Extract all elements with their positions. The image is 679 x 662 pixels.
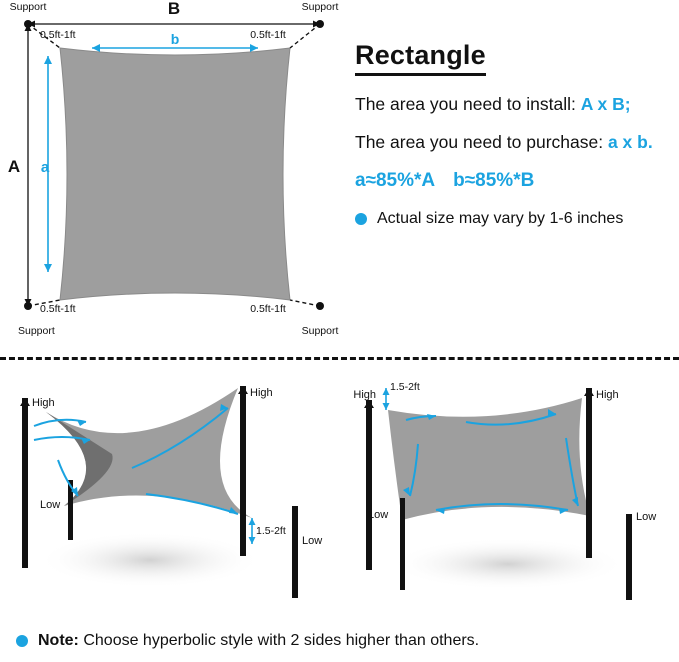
formula-a: a≈85%*A [355,169,436,191]
arrow-a-bottom [44,264,52,272]
post-cap-left [20,398,30,406]
shade-fabric [60,48,290,300]
note-bullet-dot-icon [16,635,28,647]
installation-styles [0,368,679,618]
variance-text: Actual size may vary by 1-6 inches [377,209,624,227]
label-side-a: a [40,159,50,176]
post-cap-left [364,400,374,408]
post-high-right [586,388,592,558]
arrow-a-top [44,56,52,64]
label-low-right: Low [302,535,323,547]
label-high-right: High [596,389,619,401]
note-body: Choose hyperbolic style with 2 sides higher than others. [78,632,480,649]
label-support-bottom-right: Support [301,325,339,337]
bullet-dot-icon [355,213,367,225]
label-side-A: A [7,157,21,176]
section-divider [0,357,679,360]
tolerance-line-br [290,300,320,306]
label-support-bottom-left: Support [18,325,55,337]
rectangle-info-panel [355,40,675,280]
label-support-top-right: Support [301,1,339,13]
label-side-B: B [167,0,181,18]
note-text [38,632,479,650]
label-tolerance-bottom-left: 0.5ft-1ft [40,303,76,315]
post-low-left [400,498,405,590]
label-tolerance-top-left: 0.5ft-1ft [40,29,76,41]
install-prefix: The area you need to install: [355,94,581,114]
post-high-right [240,386,246,556]
label-low-left: Low [368,509,389,521]
rectangle-diagram-container [0,0,350,350]
label-high-right: High [250,387,273,399]
purchase-line [355,132,675,154]
label-high-left: High [32,397,55,409]
variance-bullet [355,210,675,228]
install-value: A x B; [580,94,631,114]
post-high-left [22,398,28,568]
drop-arrow-bottom [249,537,256,544]
post-cap-right [584,388,594,396]
purchase-prefix: The area you need to purchase: [355,131,608,152]
arrow-b-right [250,44,258,52]
install-line [355,94,675,116]
formula-line [355,170,675,192]
label-high-left: High [353,389,376,401]
shade-fabric-flat [388,398,590,520]
formula-b: b≈85%*B [453,169,535,191]
drop-arrow-top [249,518,256,525]
label-tolerance-bottom-right: 0.5ft-1ft [250,303,286,315]
panel-title: Rectangle [355,40,486,76]
label-support-top-left: Support [9,1,47,13]
hyperbolic-install-diagram [0,368,340,618]
ground-shadow [38,532,262,588]
post-high-left [366,400,372,570]
tolerance-line-tr [290,24,320,48]
rectangle-sun-shade-diagram [0,0,350,350]
label-drop: 1.5-2ft [256,525,286,537]
purchase-value: a x b. [607,131,653,152]
post-low-right [626,514,632,600]
note-row [16,632,479,650]
label-drop: 1.5-2ft [390,381,420,393]
label-tolerance-top-right: 0.5ft-1ft [250,29,286,41]
note-label: Note: [38,632,79,649]
hyperbolic-install-container [0,368,340,618]
drop-arrow-top [383,388,390,395]
label-low-right: Low [636,511,657,523]
flat-install-container [340,368,679,618]
label-low-left: Low [40,499,61,511]
post-cap-right [238,386,248,394]
drop-arrow-bottom [383,403,390,410]
arrow-b-left [92,44,100,52]
post-low-right [292,506,298,598]
flat-install-diagram [340,368,679,618]
label-side-b: b [170,31,180,47]
